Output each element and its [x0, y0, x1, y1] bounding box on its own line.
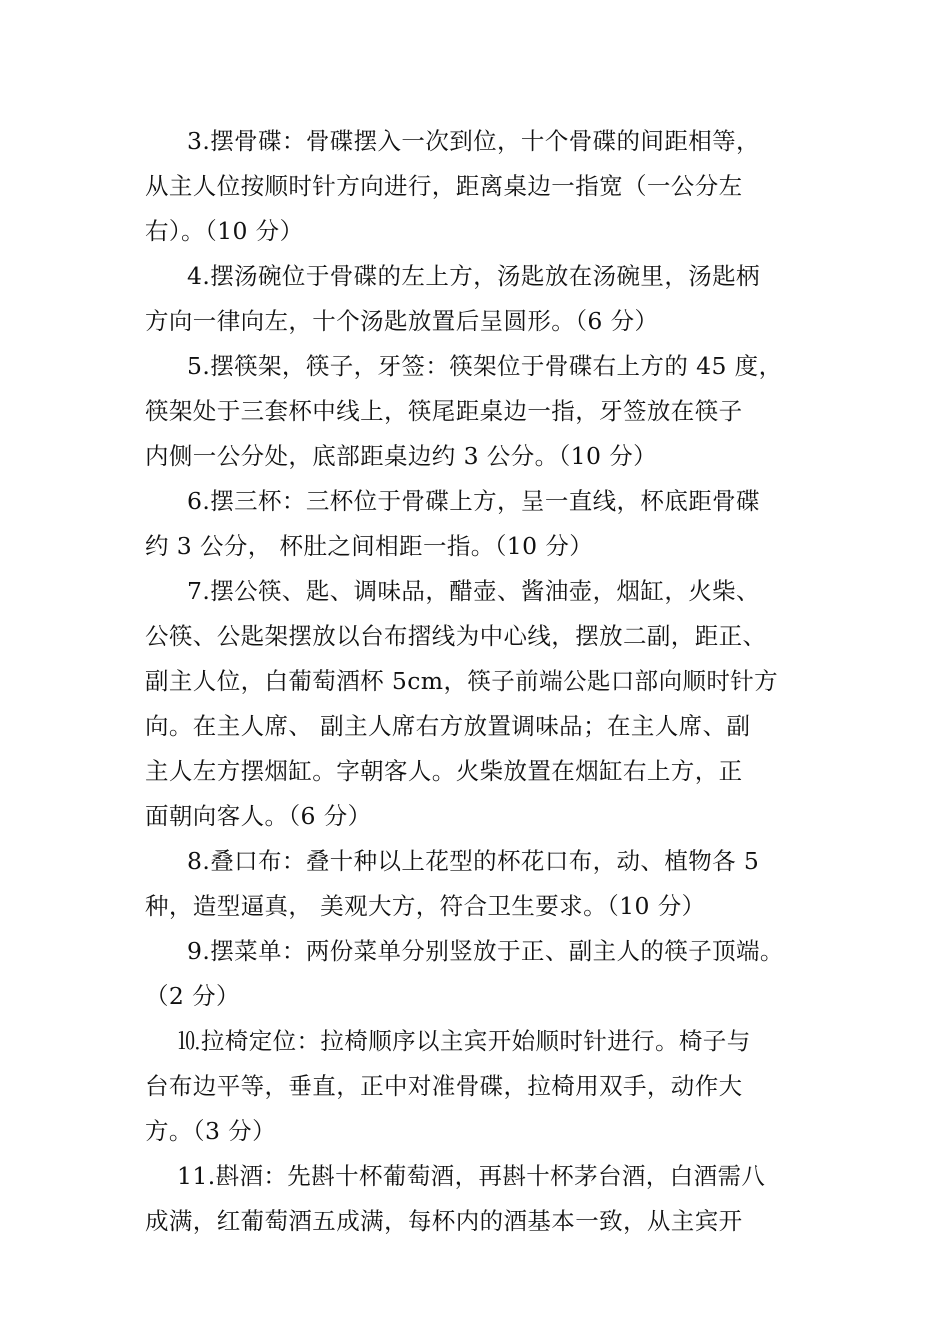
paragraph-line: 4.摆汤碗位于骨碟的左上方，汤匙放在汤碗里，汤匙柄 — [187, 262, 760, 290]
paragraph-line: 主人左方摆烟缸。字朝客人。火柴放置在烟缸右上方，正 — [145, 757, 743, 785]
paragraph-line: 9.摆菜单：两份菜单分别竖放于正、副主人的筷子顶端。 — [187, 937, 784, 965]
paragraph-line: 成满，红葡萄酒五成满，每杯内的酒基本一致，从主宾开 — [145, 1207, 743, 1235]
paragraph-line: 8.叠口布：叠十种以上花型的杯花口布，动、植物各 5 — [187, 847, 760, 875]
paragraph-line: 5.摆筷架，筷子，牙签：筷架位于骨碟右上方的 45 度， — [187, 352, 783, 380]
paragraph-line: 向。在主人席、 副主人席右方放置调味品；在主人席、副 — [145, 712, 751, 740]
paragraph-line: 内侧一公分处，底部距桌边约 3 公分。（10 分） — [145, 442, 658, 470]
paragraph-line: 11.斟酒：先斟十杯葡萄酒，再斟十杯茅台酒，白酒需八 — [177, 1162, 766, 1190]
paragraph-line: 副主人位，白葡萄酒杯 5cm，筷子前端公匙口部向顺时针方 — [145, 667, 779, 695]
paragraph-line: 6.摆三杯：三杯位于骨碟上方，呈一直线，杯底距骨碟 — [187, 487, 760, 515]
paragraph-line: 方向一律向左，十个汤匙放置后呈圆形。（6 分） — [145, 307, 659, 335]
paragraph-line: 种，造型逼真， 美观大方，符合卫生要求。（10 分） — [145, 892, 706, 920]
paragraph-line: 从主人位按顺时针方向进行，距离桌边一指宽（一公分左 — [145, 172, 743, 200]
paragraph-line: 公筷、公匙架摆放以台布摺线为中心线，摆放二副，距正、 — [145, 622, 767, 650]
paragraph-line: （2 分） — [145, 982, 240, 1010]
paragraph-line: 面朝向客人。（6 分） — [145, 802, 372, 830]
paragraph-line: 台布边平等，垂直，正中对准骨碟，拉椅用双手，动作大 — [145, 1072, 743, 1100]
document-page — [145, 119, 825, 1244]
paragraph-line: 7.摆公筷、匙、调味品，醋壶、酱油壶，烟缸，火柴、 — [187, 577, 760, 605]
paragraph-line: 筷架处于三套杯中线上，筷尾距桌边一指，牙签放在筷子 — [145, 397, 743, 425]
paragraph-line: ⒑拉椅定位：拉椅顺序以主宾开始顺时针进行。椅子与 — [177, 1027, 751, 1055]
paragraph-line: 3.摆骨碟：骨碟摆入一次到位，十个骨碟的间距相等， — [187, 127, 760, 155]
paragraph-line: 约 3 公分， 杯肚之间相距一指。（10 分） — [145, 532, 594, 560]
paragraph-line: 右）。（10 分） — [145, 217, 304, 245]
paragraph-line: 方。（3 分） — [145, 1117, 276, 1145]
